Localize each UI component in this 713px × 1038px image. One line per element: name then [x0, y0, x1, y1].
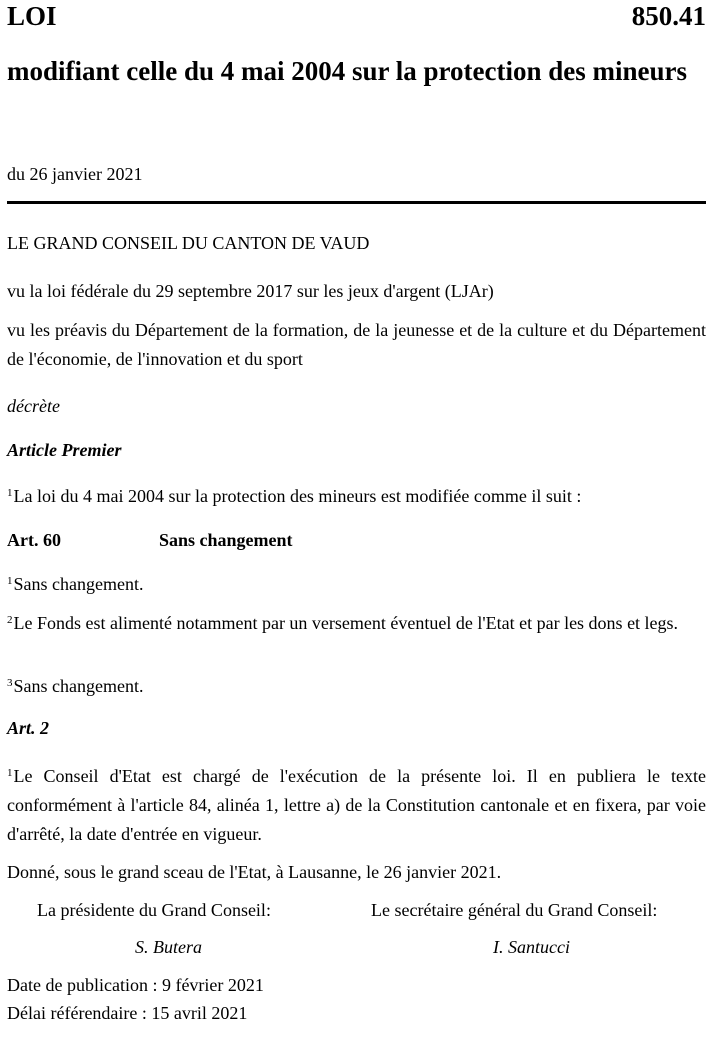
alinea-text: Sans changement. [13, 676, 144, 696]
preamble-reference-1: vu la loi fédérale du 29 septembre 2017 sur les jeux d'argent (LJAr) [7, 281, 494, 301]
alinea-text: Sans changement. [13, 574, 144, 594]
closing-formula: Donné, sous le grand sceau de l'Etat, à Lausanne, le 26 janvier 2021. [7, 862, 502, 882]
alinea-text: Le Fonds est alimenté notamment par un versement éventuel de l'Etat et par les dons et legs. [13, 613, 679, 633]
alinea-number: 1 [7, 487, 13, 499]
alinea-number: 3 [7, 677, 13, 689]
alinea-number: 1 [7, 575, 13, 587]
article-60-title: Sans changement [159, 530, 293, 550]
publication-date: Date de publication : 9 février 2021 [7, 975, 264, 995]
article-2-heading: Art. 2 [7, 718, 50, 738]
alinea-text: Le Conseil d'Etat est chargé de l'exécution de la présente loi. Il en publiera le texte conformément à l'article 84, alinéa 1, lettre a) de la Constitution cantonale et en fixera, par voie d'arrêté, la date d'entrée en vigueur. [7, 766, 706, 844]
article-premier-heading: Article Premier [7, 440, 122, 460]
article-60-alinea-3 [7, 676, 706, 698]
alinea-number: 2 [7, 614, 13, 626]
document-title: modifiant celle du 4 mai 2004 sur la protection des mineurs [7, 56, 687, 86]
right-signatory-name: I. Santucci [493, 937, 570, 957]
left-signatory-name: S. Butera [135, 937, 202, 957]
header-divider [7, 201, 706, 204]
article-60-number: Art. 60 [7, 530, 61, 550]
alinea-number: 1 [7, 767, 13, 779]
alinea-text: La loi du 4 mai 2004 sur la protection des mineurs est modifiée comme il suit : [13, 486, 582, 506]
preamble-reference-2: vu les préavis du Département de la formation, de la jeunesse et de la culture et du Département de l'économie, de l'innovation et du sport [7, 320, 706, 369]
article-60-heading [7, 530, 706, 554]
article-2-alinea-1 [7, 762, 706, 849]
decrete-label: décrète [7, 396, 60, 416]
article-premier-alinea-1 [7, 486, 706, 508]
referendum-deadline: Délai référendaire : 15 avril 2021 [7, 1003, 248, 1023]
article-60-alinea-2 [7, 609, 706, 637]
article-60-alinea-1 [7, 574, 706, 596]
document-date: du 26 janvier 2021 [7, 164, 143, 184]
enacting-authority: LE GRAND CONSEIL DU CANTON DE VAUD [7, 233, 370, 253]
document-type: LOI [7, 1, 57, 31]
right-signatory-role: Le secrétaire général du Grand Conseil: [371, 900, 658, 920]
document-number: 850.41 [631, 1, 706, 31]
left-signatory-role: La présidente du Grand Conseil: [37, 900, 271, 920]
